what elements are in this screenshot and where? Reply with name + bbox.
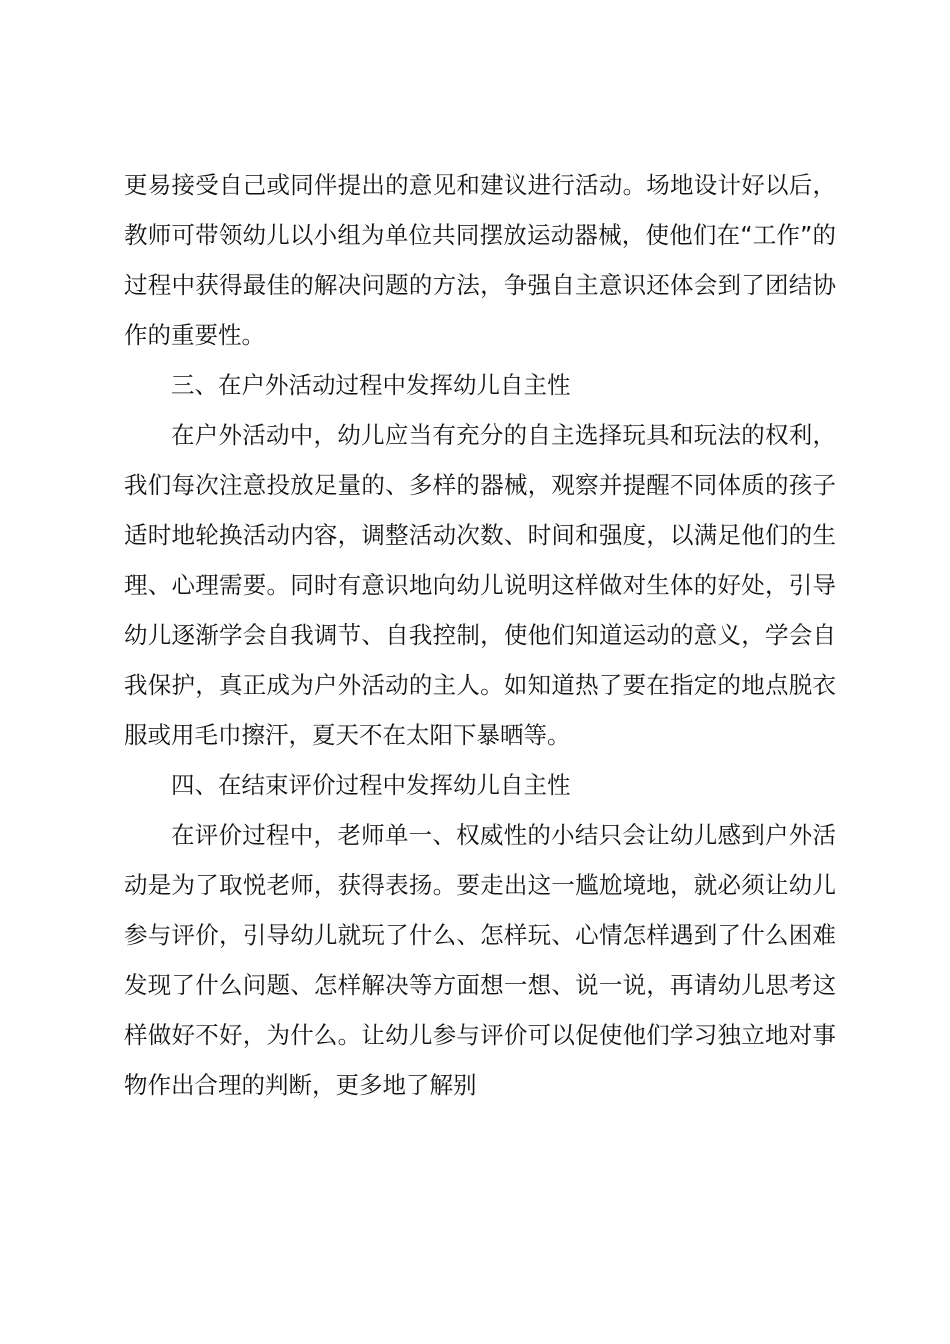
section-heading-3: 三、在户外活动过程中发挥幼儿自主性 — [171, 371, 571, 399]
body-paragraph-2: 在户外活动中，幼儿应当有充分的自主选择玩具和玩法的权利，我们每次注意投放足量的、多样的器械，观察并提醒不同体质的孩子适时地轮换活动内容，调整活动次数、时间和强度，以满足他们的生理、心理需要。同时有意识地向幼儿说明这样做对生体的好处，引导幼儿逐渐学会自我调节、自我控制，使他们知道运动的意义，学会自我保护，真正成为户外活动的主人。如知道热了要在指定的地点脱衣服或用毛巾擦汗，夏天不在太阳下暴晒等。 — [124, 421, 836, 749]
document-page — [124, 160, 836, 1110]
section-heading-4: 四、在结束评价过程中发挥幼儿自主性 — [171, 771, 571, 799]
body-paragraph-1: 更易接受自己或同伴提出的意见和建议进行活动。场地设计好以后，教师可带领幼儿以小组为单位共同摆放运动器械，使他们在“工作”的过程中获得最佳的解决问题的方法，争强自主意识还体会到了团结协作的重要性。 — [124, 171, 836, 349]
body-paragraph-3: 在评价过程中，老师单一、权威性的小结只会让幼儿感到户外活动是为了取悦老师，获得表扬。要走出这一尴尬境地，就必须让幼儿参与评价，引导幼儿就玩了什么、怎样玩、心情怎样遇到了什么困难发现了什么问题、怎样解决等方面想一想、说一说，再请幼儿思考这样做好不好，为什么。让幼儿参与评价可以促使他们学习独立地对事物作出合理的判断，更多地了解别 — [124, 821, 836, 1099]
